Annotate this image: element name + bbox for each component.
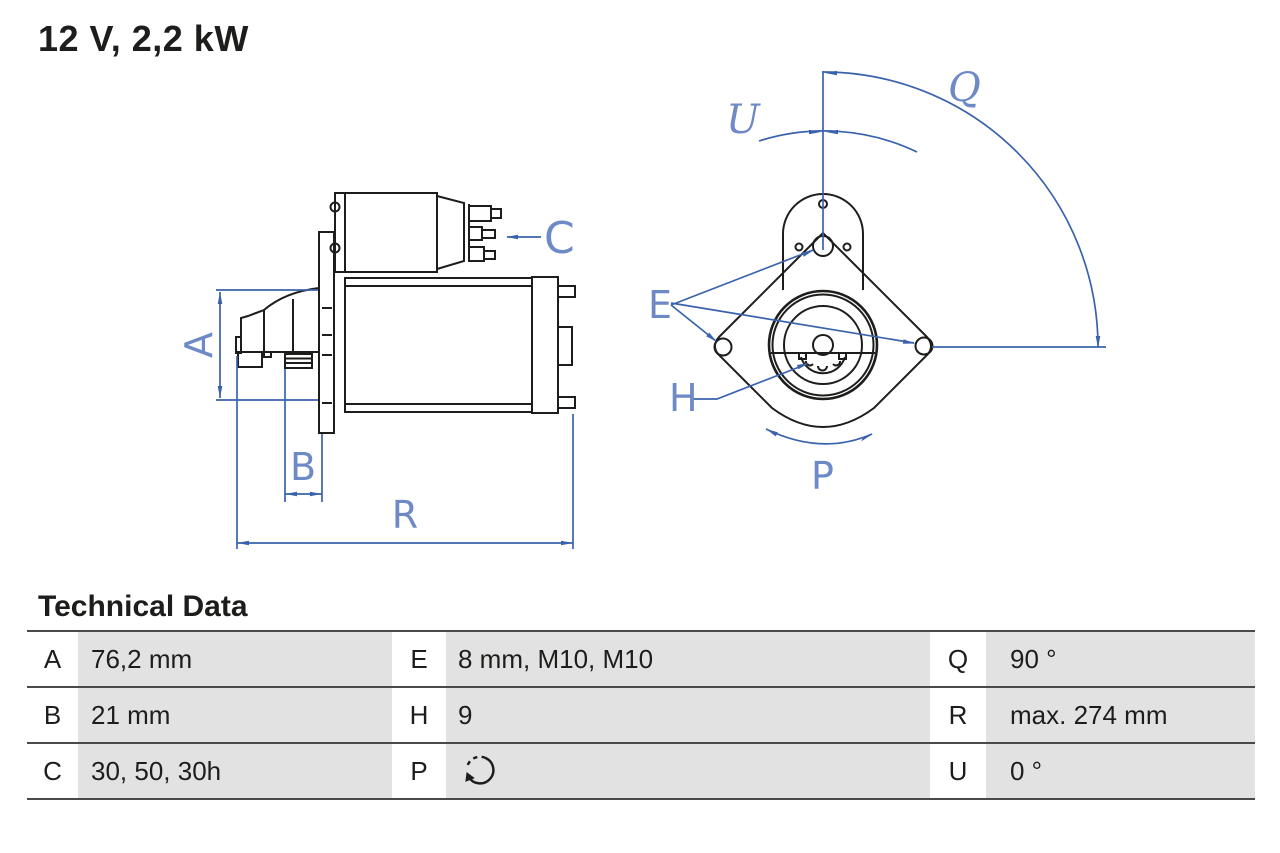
- table-row: [27, 742, 1255, 798]
- table-value-a: 76,2 mm: [78, 632, 392, 686]
- table-value-h: 9: [446, 688, 930, 742]
- dim-label-h: H: [669, 376, 698, 420]
- dim-label-q: Q: [948, 65, 981, 111]
- table-key-a: A: [27, 632, 78, 686]
- table-value-c: 30, 50, 30h: [78, 744, 392, 798]
- table-key-e: E: [392, 632, 446, 686]
- table-key-p: P: [392, 744, 446, 798]
- page-title: 12 V, 2,2 kW: [38, 18, 249, 59]
- table-value-r: max. 274 mm: [986, 688, 1255, 742]
- technical-data-table: [27, 630, 1255, 800]
- side-view-outline: [236, 193, 575, 433]
- dim-label-c: C: [544, 213, 575, 264]
- dim-label-a: A: [177, 332, 221, 358]
- table-key-c: C: [27, 744, 78, 798]
- table-row: [27, 686, 1255, 742]
- dim-label-p: P: [811, 454, 834, 498]
- dim-label-u: U: [726, 97, 760, 143]
- table-value-u: 0 °: [986, 744, 1255, 798]
- table-value-b: 21 mm: [78, 688, 392, 742]
- table-key-r: R: [930, 688, 986, 742]
- table-key-b: B: [27, 688, 78, 742]
- dim-label-b: B: [289, 445, 317, 489]
- table-row: [27, 630, 1255, 686]
- table-key-h: H: [392, 688, 446, 742]
- front-view-dimension-arrows: [706, 71, 1100, 442]
- technical-data-heading: Technical Data: [38, 590, 248, 623]
- rotation-direction-icon: [462, 752, 500, 790]
- dim-label-r: R: [391, 493, 419, 537]
- table-value-e: 8 mm, M10, M10: [446, 632, 930, 686]
- table-key-u: U: [930, 744, 986, 798]
- table-key-q: Q: [930, 632, 986, 686]
- table-value-q: 90 °: [986, 632, 1255, 686]
- dim-label-e: E: [648, 283, 673, 327]
- table-value-p: [446, 744, 930, 798]
